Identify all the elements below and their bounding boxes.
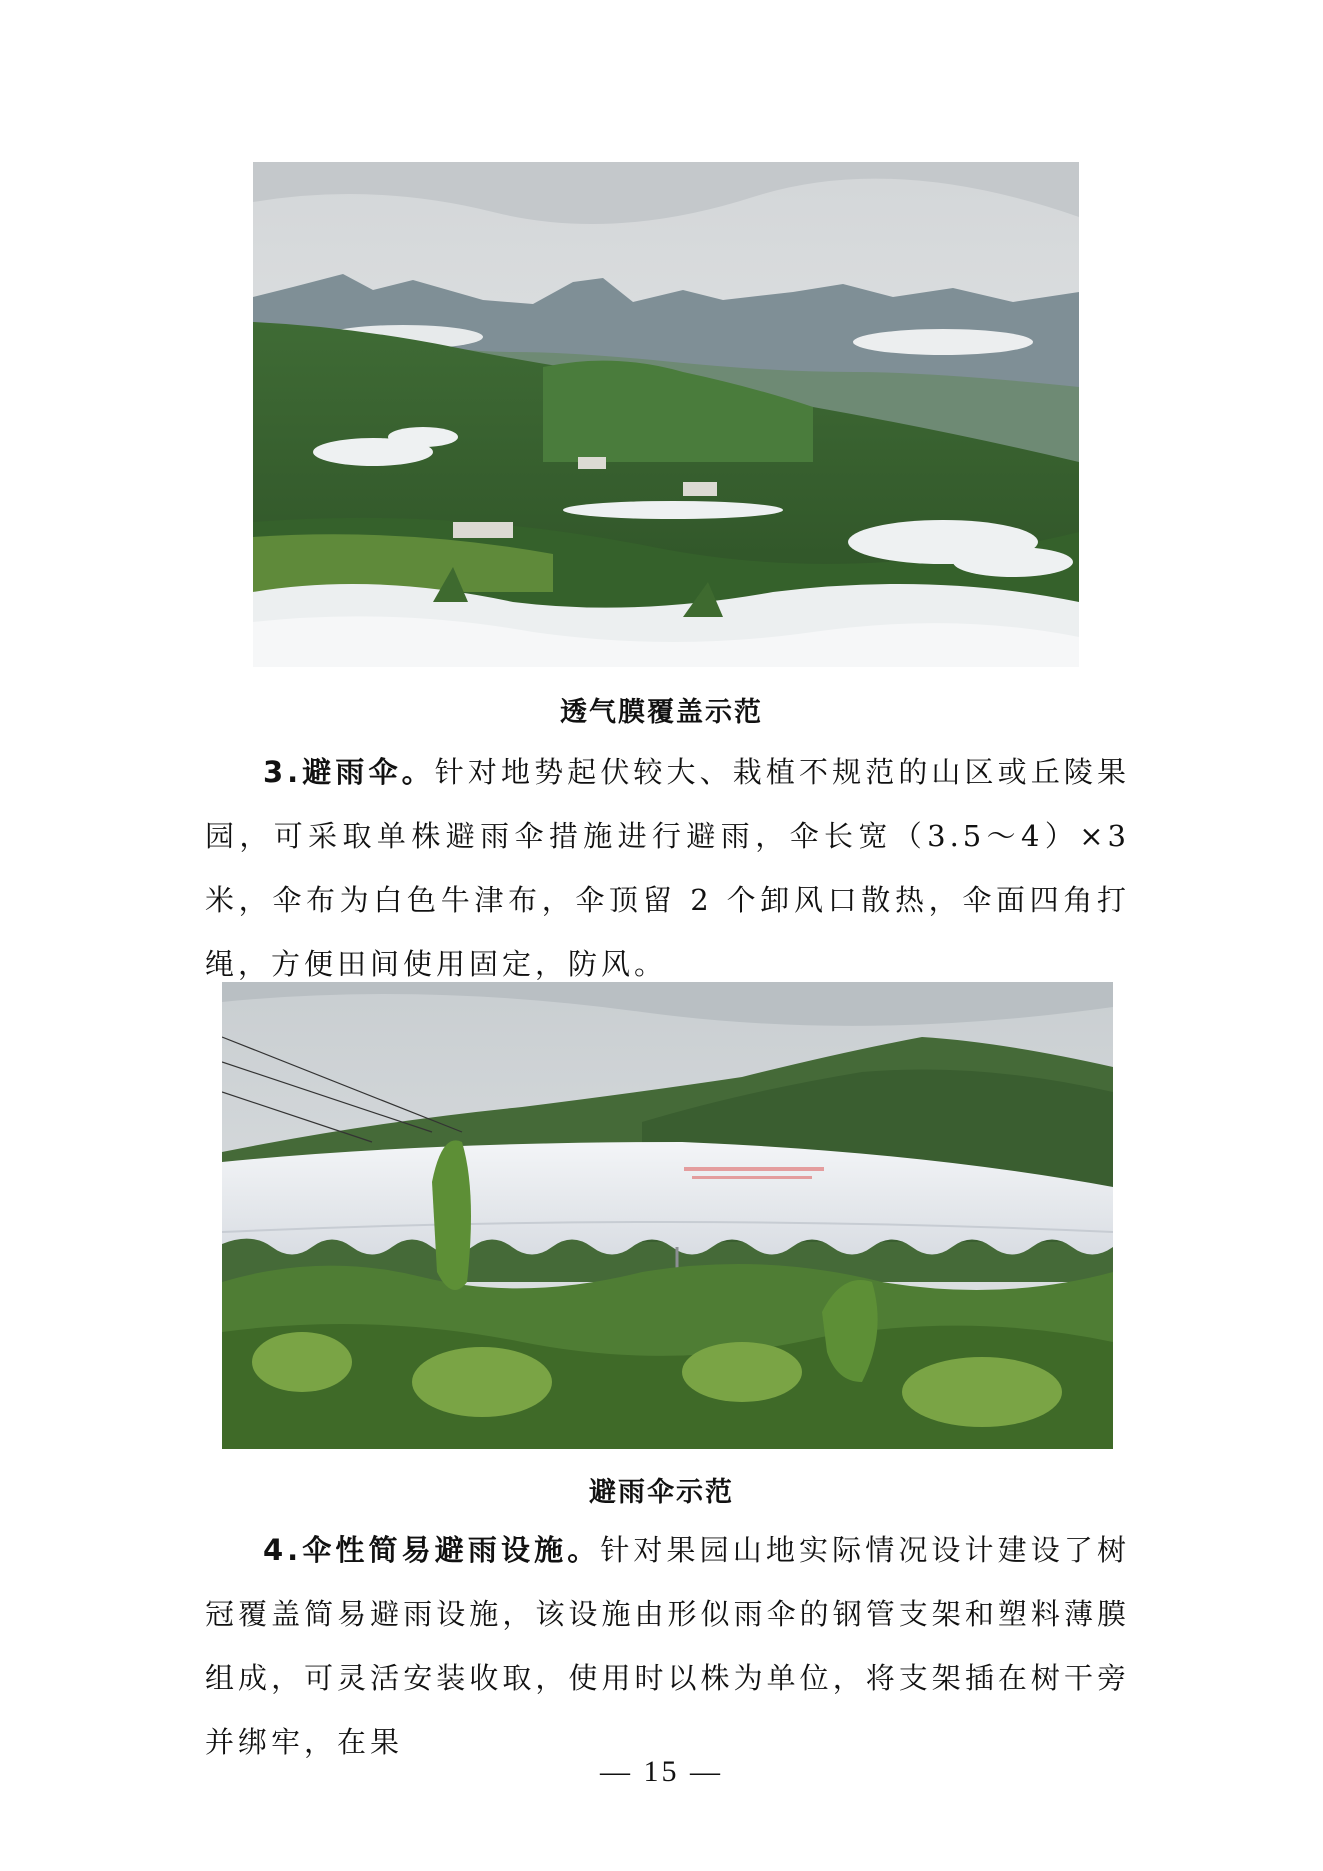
section-body-umbrella-shelter: 针对果园山地实际情况设计建设了树冠覆盖简易避雨设施，该设施由形似雨伞的钢管支架和塑料薄膜组成，可灵活安装收取，使用时以株为单位，将支架插在树干旁并绑牢，在果 bbox=[205, 1533, 1130, 1759]
section-heading-umbrella-shelter: 4.伞性简易避雨设施。 bbox=[263, 1533, 601, 1567]
page-number: — 15 — bbox=[600, 1755, 723, 1788]
paragraph-umbrella-shelter bbox=[205, 1518, 1130, 1774]
section-heading-rain-umbrella: 3.避雨伞。 bbox=[263, 755, 435, 789]
photo-rain-umbrella-demo bbox=[222, 982, 1113, 1449]
figure-caption-breathable-film: 透气膜覆盖示范 bbox=[560, 697, 763, 728]
figure-caption-rain-umbrella: 避雨伞示范 bbox=[589, 1477, 734, 1508]
section-body-rain-umbrella: 针对地势起伏较大、栽植不规范的山区或丘陵果园，可采取单株避雨伞措施进行避雨，伞长宽（3.5～4）×3 米，伞布为白色牛津布，伞顶留 2 个卸风口散热，伞面四角打绳，方便田间使用固定，防风。 bbox=[205, 755, 1130, 981]
paragraph-rain-umbrella bbox=[205, 740, 1130, 996]
photo-breathable-film-orchard bbox=[253, 162, 1079, 667]
